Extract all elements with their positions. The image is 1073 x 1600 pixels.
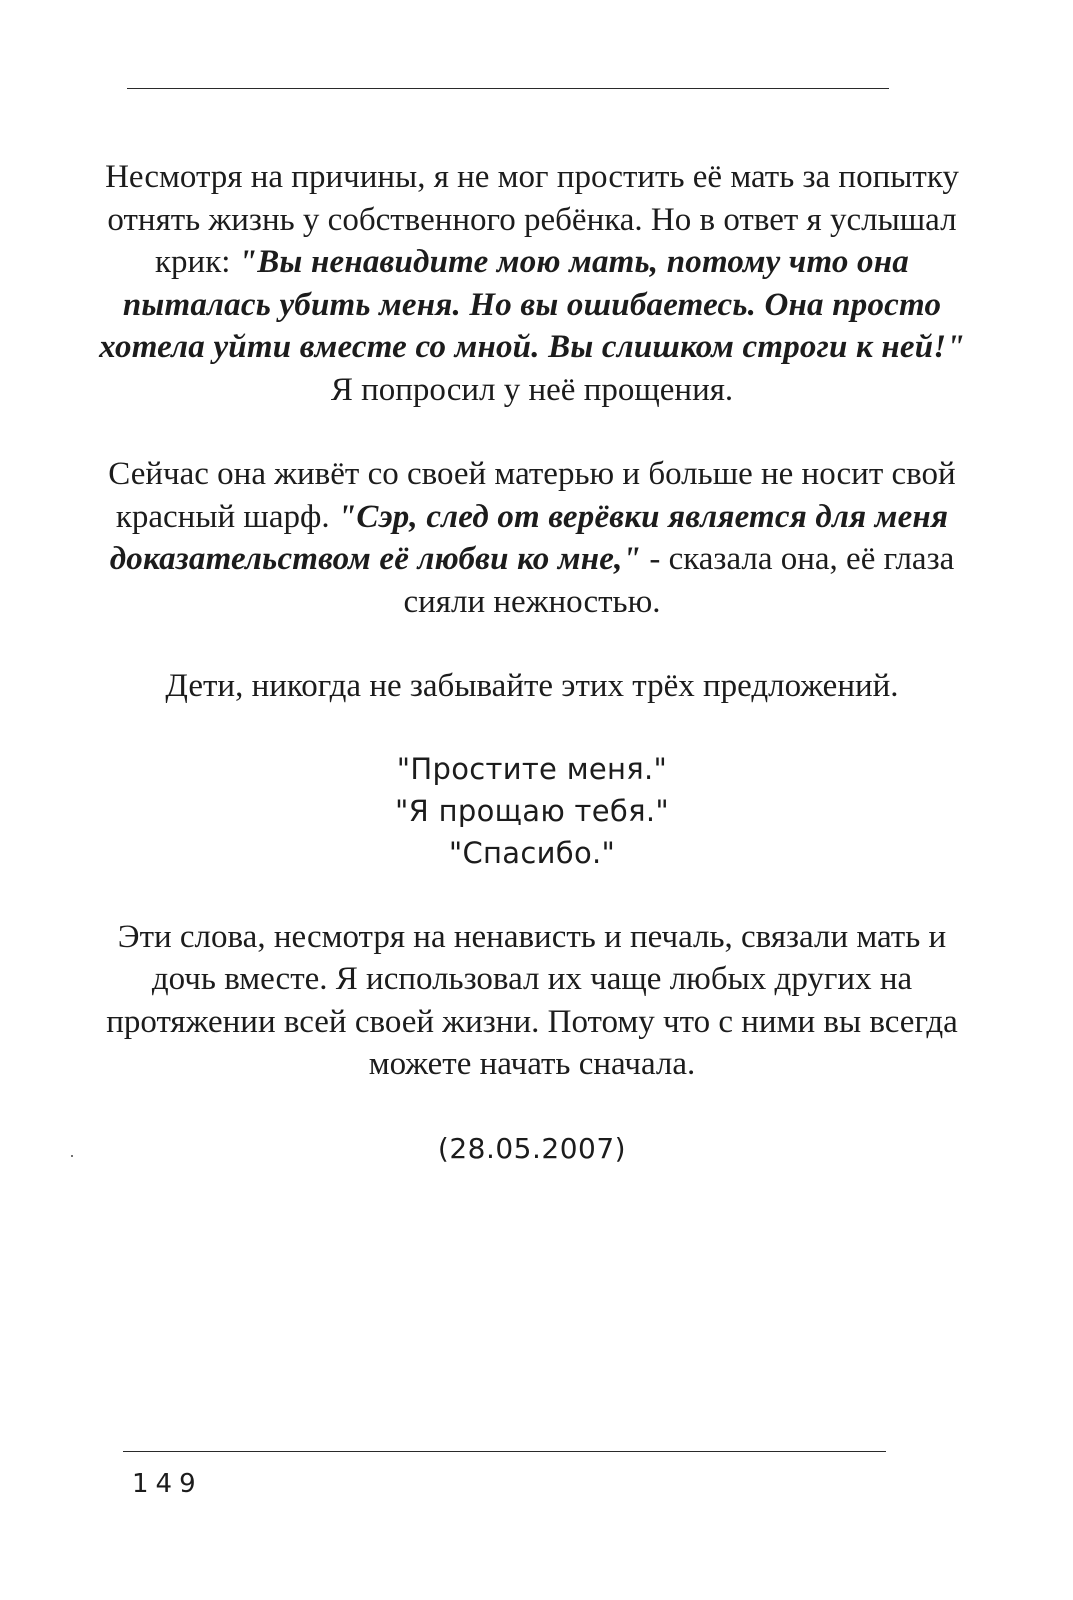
- top-rule: [127, 88, 889, 89]
- scan-speck: [71, 1155, 73, 1157]
- phrase-i-forgive-you: "Я прощаю тебя.": [395, 793, 669, 828]
- paragraph-3: Дети, никогда не забывайте этих трёх предложений.: [165, 668, 899, 704]
- page-number: 149: [132, 1469, 203, 1499]
- date: (28.05.2007): [437, 1131, 627, 1165]
- paragraph-2-outro: - сказала она, её глаза сияли нежностью.: [403, 541, 955, 620]
- paragraph-2-quote: "Сэр, след от верёвки является для меня доказательством её любви ко мне,": [109, 498, 949, 577]
- paragraph-1-intro: Несмотря на причины, я не мог простить её мать за попытку отнять жизнь у собственного ребёнка. Но в ответ я услышал крик:: [105, 159, 959, 280]
- phrases-block: [92, 748, 972, 874]
- paragraph-1-closing: Я попросил у неё прощения.: [330, 371, 734, 408]
- paragraph-1: [92, 156, 972, 369]
- phrase-thank-you: "Спасибо.": [448, 835, 616, 870]
- bottom-rule: [123, 1451, 886, 1452]
- paragraph-4: Эти слова, несмотря на ненависть и печаль, связали мать и дочь вместе. Я использовал их чаще любых других на протяжении всей своей жизни. Потому что с ними вы всегда можете начать сначала.: [106, 918, 958, 1082]
- phrase-forgive-me: "Простите меня.": [396, 751, 668, 786]
- paragraph-2-intro: Сейчас она живёт со своей матерью и больше не носит свой красный шарф.: [108, 456, 956, 535]
- paragraph-1-quote: "Вы ненавидите мою мать, потому что она пыталась убить меня. Но вы ошибаетесь. Она просто хотела уйти вместе со мной. Вы слишком строги к ней!": [99, 244, 965, 365]
- page-body: [92, 156, 972, 1170]
- paragraph-2: [92, 453, 972, 623]
